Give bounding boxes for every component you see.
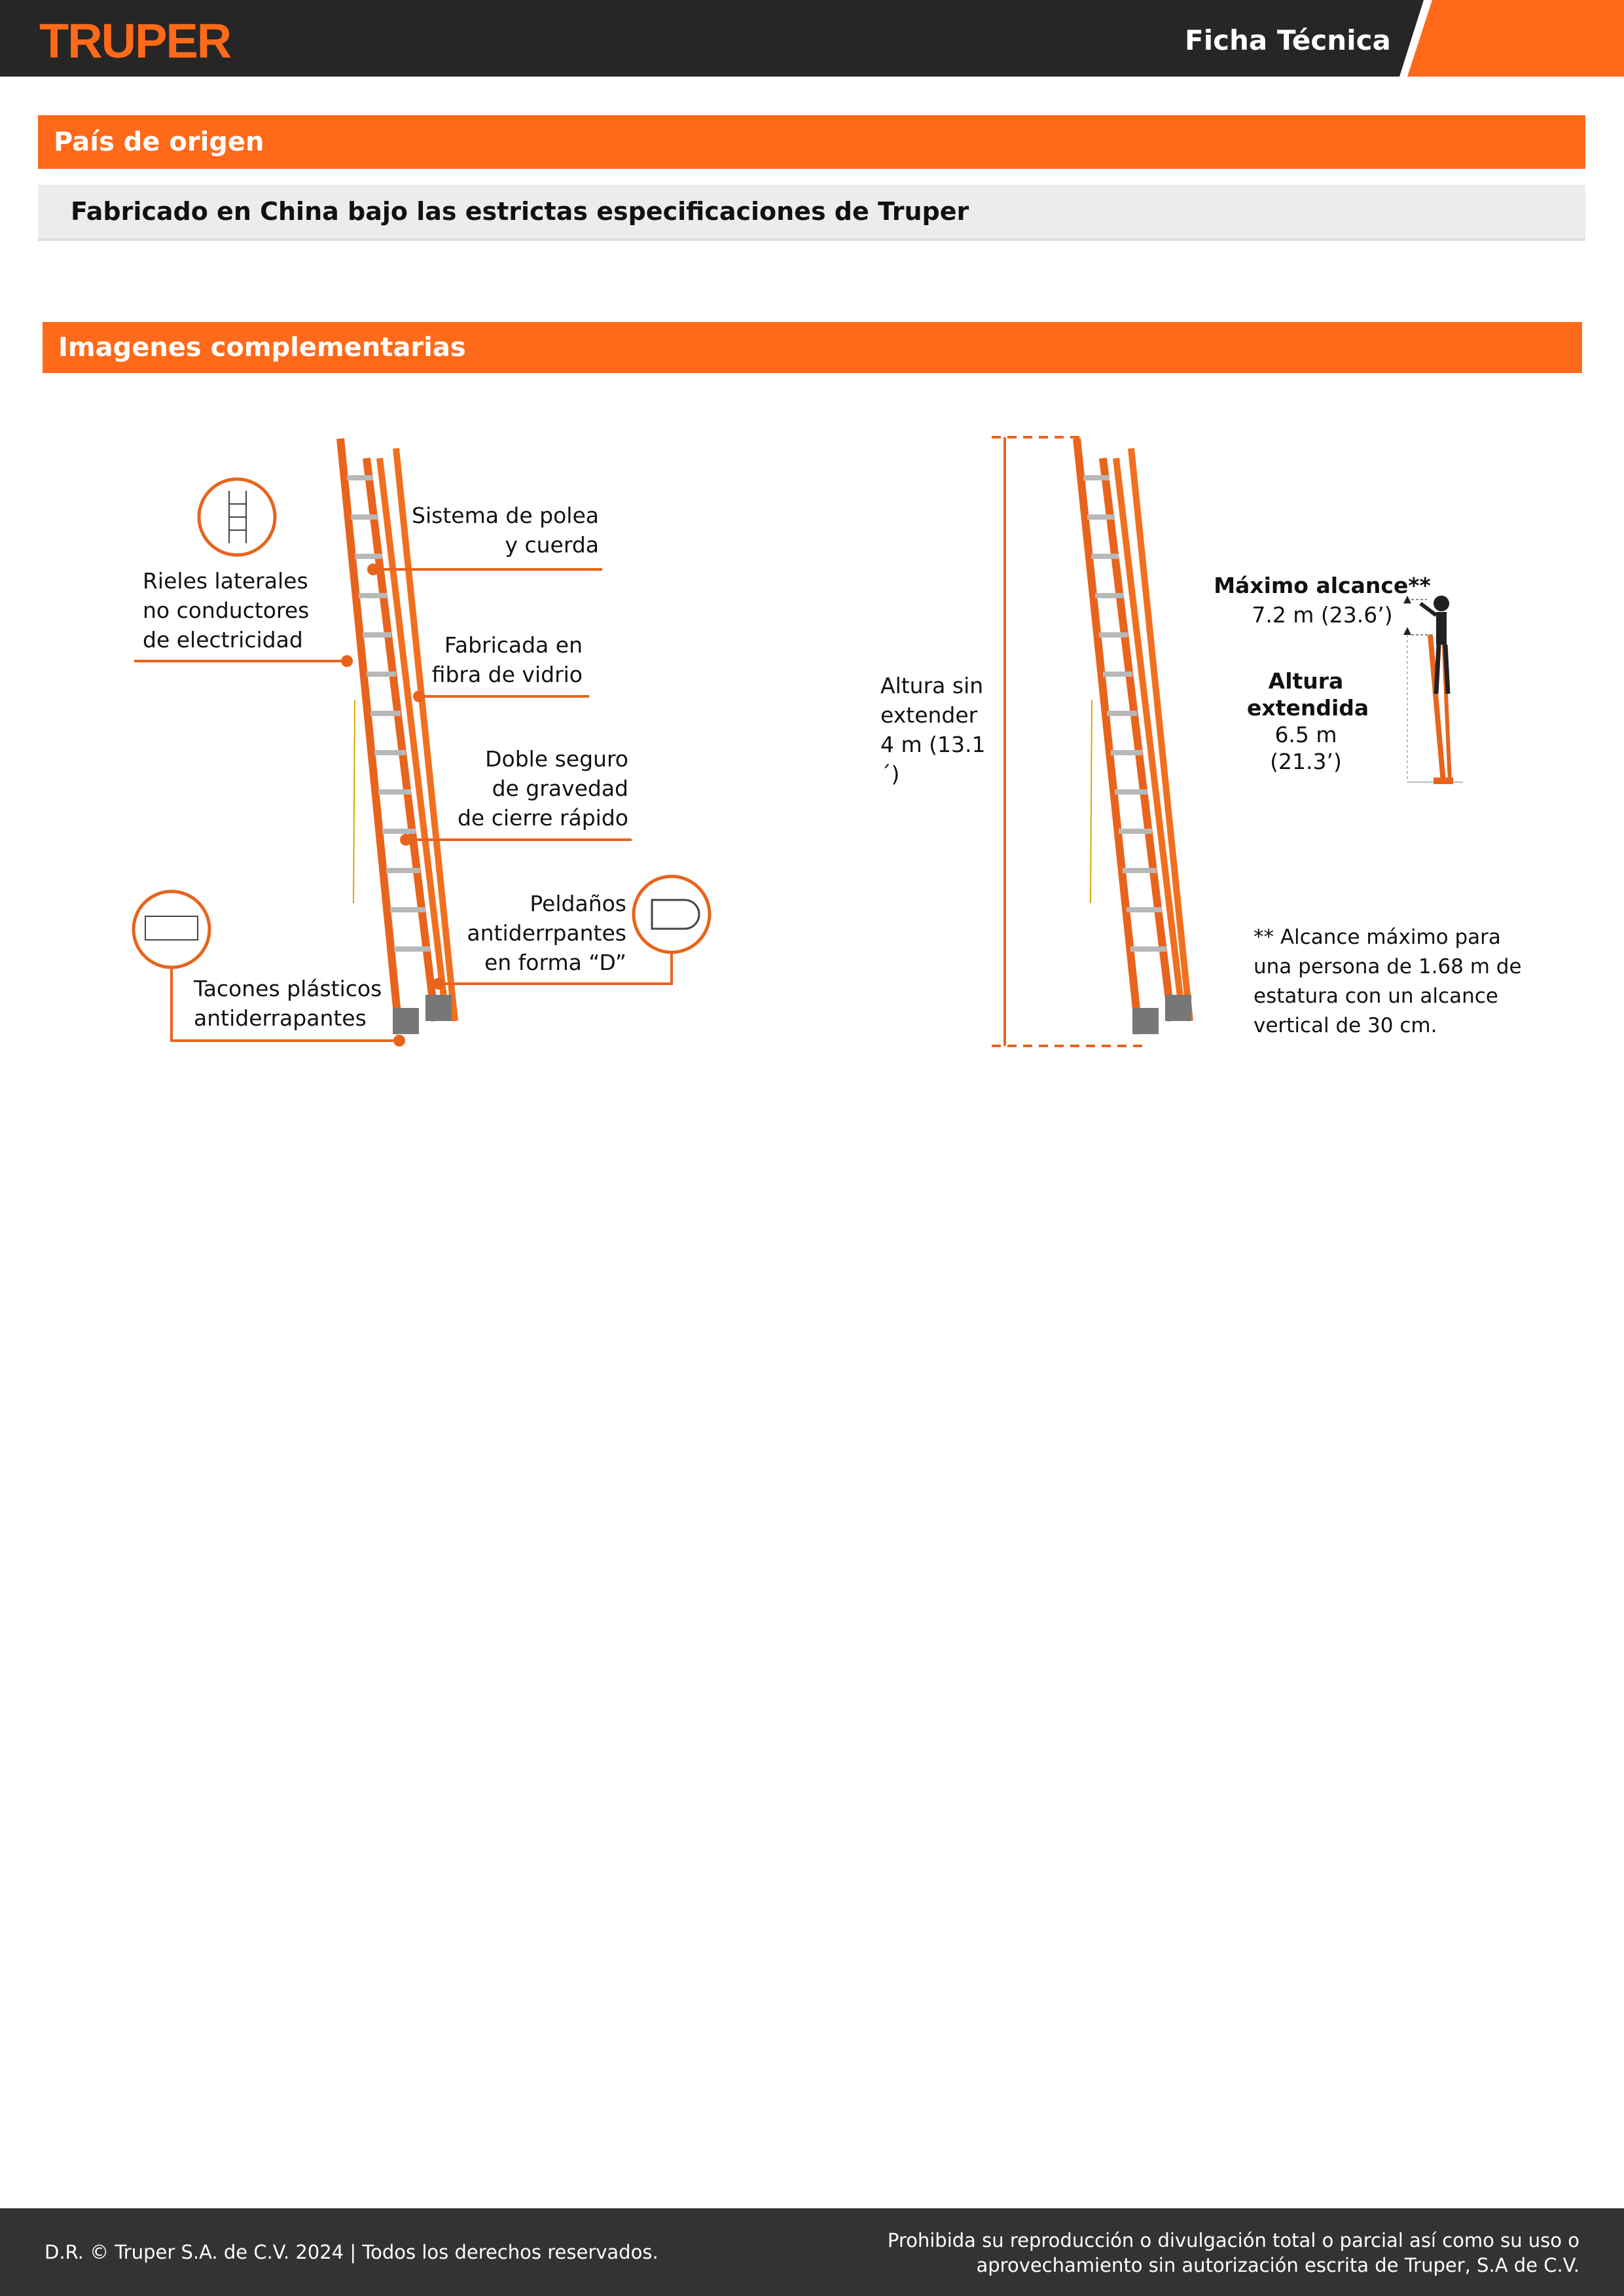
header-accent-block [1396, 0, 1624, 77]
foot-icon [134, 891, 209, 967]
d-rung-icon [634, 876, 710, 952]
label-lock: Doble seguro de gravedad de cierre rápido [457, 746, 628, 831]
legal-notice: Prohibida su reproducción o divulgación total o parcial así como su uso o aprovechamiento sin autorización escrita de Truper, S.A de C.V. [887, 2229, 1579, 2276]
document-title: Ficha Técnica [1185, 24, 1391, 56]
page-header [0, 0, 1624, 77]
copyright-text: D.R. © Truper S.A. de C.V. 2024 | Todos los derechos reservados. [45, 2241, 659, 2263]
label-fiberglass: Fabricada en fibra de vidrio [431, 632, 583, 687]
rail-icon [199, 479, 275, 555]
origin-heading: País de origen [38, 115, 1585, 169]
origin-text: Fabricado en China bajo las estrictas especificaciones de Truper [38, 185, 1585, 241]
label-extended-height: Altura extendida 6.5 m (21.3’) [1247, 668, 1369, 774]
label-height-unextended: Altura sin extender 4 m (13.1´) [880, 673, 986, 787]
label-pulley: Sistema de polea y cuerda [412, 503, 599, 558]
label-rungs: Peldaños antiderrpantes en forma “D” [467, 891, 626, 975]
page-footer [0, 2208, 1624, 2296]
truper-logo: TRUPER [39, 14, 231, 68]
product-images [98, 419, 1525, 1060]
images-heading: Imagenes complementarias [43, 322, 1582, 373]
label-feet: Tacones plásticos antiderrapantes [194, 976, 382, 1031]
label-rails: Rieles laterales no conductores de electricidad [143, 568, 310, 653]
label-max-reach: Máximo alcance** 7.2 m (23.6’) [1214, 573, 1431, 628]
right-ladder [1077, 439, 1191, 1034]
footnote-reach: ** Alcance máximo para una persona de 1.68 m de estatura con un alcance vertical de 30 cm. [1254, 925, 1522, 1037]
